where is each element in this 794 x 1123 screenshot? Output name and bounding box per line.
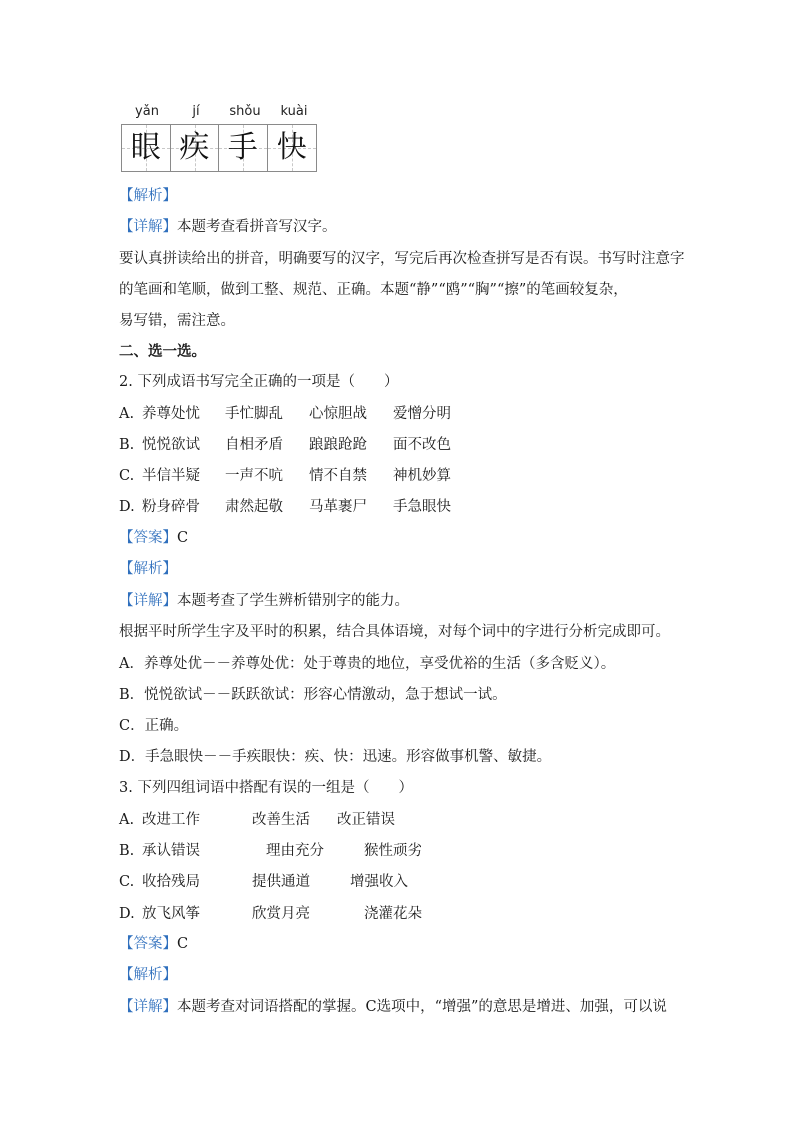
answer-line: 【答案】C — [119, 530, 189, 546]
pinyin: jí — [192, 104, 200, 119]
character-grid — [121, 124, 317, 172]
pinyin-row — [122, 104, 322, 122]
question-stem: 2. 下列成语书写完全正确的一项是（ ） — [119, 374, 399, 390]
pinyin: kuài — [280, 104, 308, 119]
pinyin: yǎn — [135, 104, 159, 119]
paragraph-line: 易写错，需注意。 — [119, 313, 235, 329]
grid-cell — [122, 125, 171, 171]
explain-line: C．正确。 — [119, 718, 189, 734]
question-stem: 3. 下列四组词语中搭配有误的一组是（ ） — [119, 780, 413, 796]
detail-line: 【详解】本题考查看拼音写汉字。 — [119, 219, 337, 235]
paragraph-line: 要认真拼读给出的拼音，明确要写的汉字，写完后再次检查拼写是否有误。书写时注意字 — [119, 251, 685, 267]
grid-char: 手 — [227, 130, 258, 165]
grid-cell — [171, 125, 220, 171]
grid-cell — [219, 125, 268, 171]
explain-line: B．悦悦欲试－－跃跃欲试：形容心情激动，急于想试一试。 — [119, 687, 507, 703]
analysis-tag: 【解析】 — [119, 188, 177, 204]
detail-line: 【详解】本题考查了学生辨析错别字的能力。 — [119, 593, 409, 609]
answer-line: 【答案】C — [119, 936, 189, 952]
paragraph-line: 的笔画和笔顺，做到工整、规范、正确。本题“静”“鸥”“胸”“擦”的笔画较复杂， — [119, 282, 628, 298]
grid-char: 疾 — [179, 130, 210, 165]
analysis-tag: 【解析】 — [119, 967, 177, 983]
grid-cell — [268, 125, 317, 171]
pinyin: shǒu — [229, 104, 261, 119]
analysis-tag: 【解析】 — [119, 561, 177, 577]
grid-char: 眼 — [130, 130, 161, 165]
document-page: yǎn jí shǒu kuài 眼 疾 手 快 【解析】 【详解】本题考查看拼音写汉字。 要认真拼读给出的拼音，明确要写的汉字，写完后再次检查拼写是否有误。书写时注意字 的笔画和笔顺，做到工整、规范、正确。本题“静”“鸥”“胸”“擦”的笔画较复杂， 易写错，需注意。 二、选一选。 2. 下列成语书写完全正确的一项是（ ） A. 养尊处忧 手忙脚乱 心惊胆战 爱憎分明 B. 悦悦欲试 自相矛盾 踉踉跄跄 面不改色 C. 半信半疑 一声不吭 情不自禁 神机妙算 D. 粉身碎骨 肃然起敬 马革裹尸 手急眼快 【答案】C 【解析】 【详解】本题考查了学生辨析错别字的能力。 根据平时所学生字及平时的积累，结合具体语境，对每个词中的字进行分析完成即可。 A．养尊处优－－养尊处优：处于尊贵的地位，享受优裕的生活（多含贬义）。 B．悦悦欲试－－跃跃欲试：形容心情激动，急于想试一试。 C．正确。 D．手急眼快－－手疾眼快：疾、快：迅速。形容做事机警、敏捷。 3. 下列四组词语中搭配有误的一组是（ ） A. 改进工作 改善生活 改正错误 B. 承认错误 理由充分 猴性顽劣 C. 收拾残局 提供通道 增强收入 D. 放飞风筝 欣赏月亮 浇灌花朵 【答案】C 【解析】 【详解】本题考查对词语搭配的掌握。C选项中，“增强”的意思是增进、加强，可以说 — [119, 104, 685, 1015]
paragraph-line: 根据平时所学生字及平时的积累，结合具体语境，对每个词中的字进行分析完成即可。 — [119, 624, 670, 640]
grid-char: 快 — [276, 130, 307, 165]
explain-line: D．手急眼快－－手疾眼快：疾、快：迅速。形容做事机警、敏捷。 — [119, 749, 552, 765]
explain-line: A．养尊处优－－养尊处优：处于尊贵的地位，享受优裕的生活（多含贬义）。 — [119, 656, 616, 672]
section-title: 二、选一选。 — [119, 343, 206, 360]
detail-line: 【详解】本题考查对词语搭配的掌握。C选项中，“增强”的意思是增进、加强，可以说 — [119, 999, 667, 1015]
